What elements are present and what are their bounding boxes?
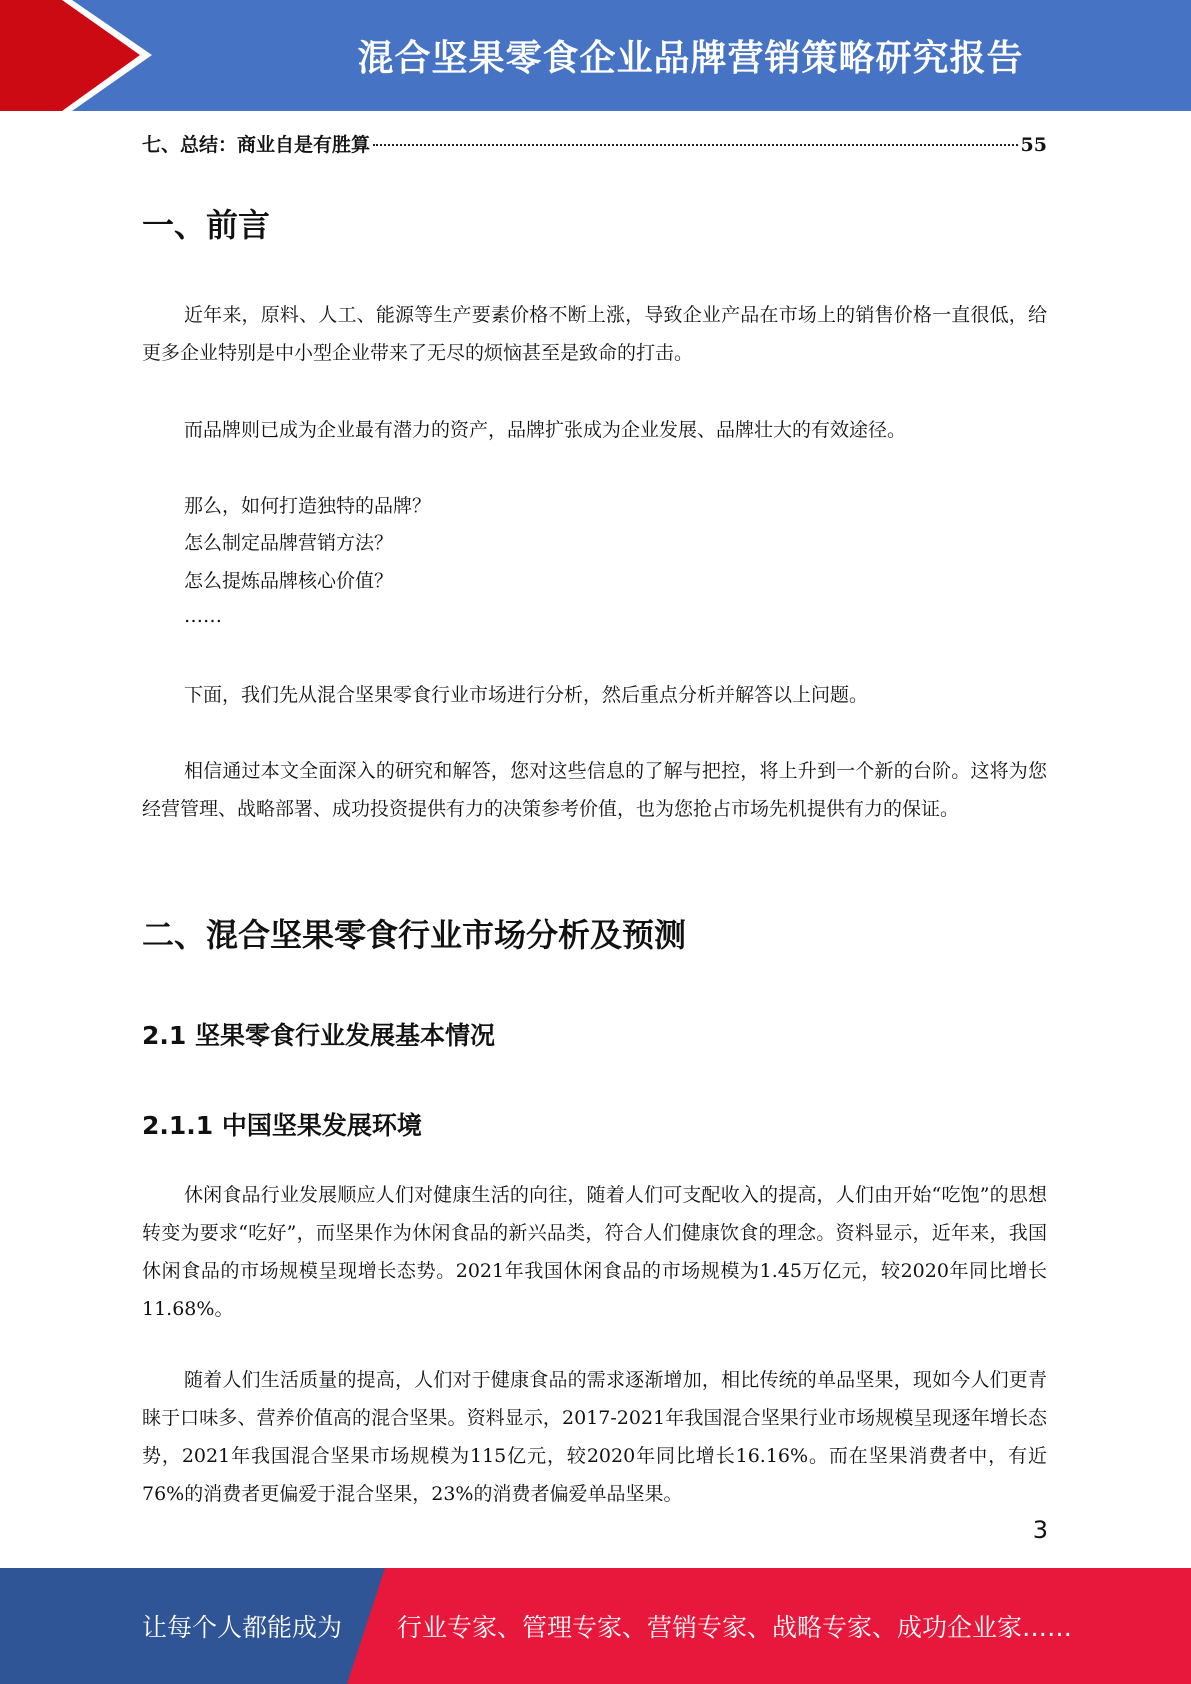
- footer-slogan-right: 行业专家、管理专家、营销专家、战略专家、成功企业家……: [397, 1613, 1073, 1642]
- paragraph-intro-4: 相信通过本文全面深入的研究和解答，您对这些信息的了解与把控，将上升到一个新的台阶。这将为您经营管理、战略部署、成功投资提供有力的决策参考价值，也为您抢占市场先机提供有力的保证。: [142, 760, 1047, 820]
- toc-leader-dots: [373, 144, 1018, 146]
- section-heading-preface: 一、前言: [142, 206, 271, 244]
- footer-slogan-left: 让每个人都能成为: [142, 1613, 343, 1642]
- page-header: [0, 0, 1191, 111]
- paragraph-intro-1: 近年来，原料、人工、能源等生产要素价格不断上涨，导致企业产品在市场上的销售价格一直很低，给更多企业特别是中小型企业带来了无尽的烦恼甚至是致命的打击。: [142, 304, 1047, 364]
- question-line-3: 怎么提炼品牌核心价值？: [184, 570, 394, 592]
- paragraph-intro-3: 下面，我们先从混合坚果零食行业市场进行分析，然后重点分析并解答以上问题。: [184, 684, 869, 706]
- toc-entry-page: 55: [1020, 134, 1047, 156]
- subsection-heading-2-1: 2.1 坚果零食行业发展基本情况: [142, 1021, 495, 1050]
- toc-entry[interactable]: [142, 130, 1047, 158]
- toc-entry-label: 七、总结：商业自是有胜算: [142, 134, 371, 156]
- report-title: 混合坚果零食企业品牌营销策略研究报告: [357, 38, 1024, 79]
- paragraph-nut-environment-1: 休闲食品行业发展顺应人们对健康生活的向往，随着人们可支配收入的提高，人们由开始“吃饱”的思想转变为要求“吃好”，而坚果作为休闲食品的新兴品类，符合人们健康饮食的理念。资料显示，近年来，我国休闲食品的市场规模呈现增长态势。2021年我国休闲食品的市场规模为1.45万亿元，较2020年同比增长11.68%。: [142, 1184, 1047, 1320]
- question-line-2: 怎么制定品牌营销方法？: [184, 532, 394, 554]
- ellipsis-line: ……: [184, 605, 222, 627]
- question-line-1: 那么，如何打造独特的品牌？: [184, 495, 432, 517]
- section-heading-market-analysis: 二、混合坚果零食行业市场分析及预测: [142, 916, 687, 954]
- page-number: 3: [1032, 1516, 1048, 1544]
- paragraph-nut-environment-2: 随着人们生活质量的提高，人们对于健康食品的需求逐渐增加，相比传统的单品坚果，现如今人们更青睐于口味多、营养价值高的混合坚果。资料显示，2017-2021年我国混合坚果行业市场规模呈现逐年增长态势，2021年我国混合坚果市场规模为115亿元，较2020年同比增长16.16%。而在坚果消费者中，有近76%的消费者更偏爱于混合坚果，23%的消费者偏爱单品坚果。: [142, 1369, 1047, 1505]
- subsection-heading-2-1-1: 2.1.1 中国坚果发展环境: [142, 1111, 422, 1140]
- page-footer: [0, 1568, 1191, 1684]
- paragraph-intro-2: 而品牌则已成为企业最有潜力的资产，品牌扩张成为企业发展、品牌壮大的有效途径。: [184, 419, 907, 441]
